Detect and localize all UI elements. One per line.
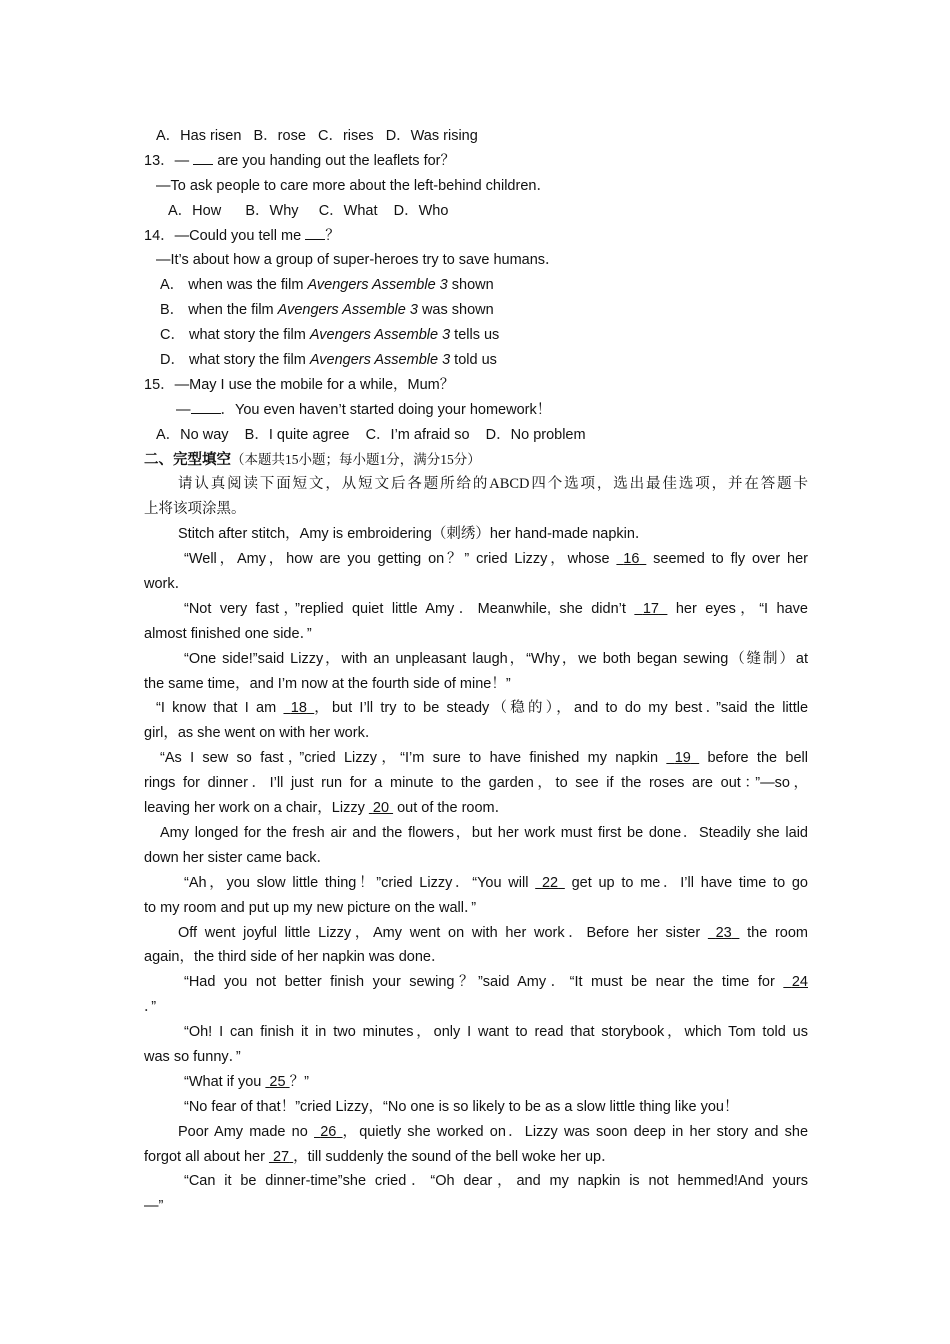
passage-p14-line2 [144,1145,808,1170]
passage-p7-line1: Amy longed for the fresh air and the flowers，but her work must first be done．Steadily she laid [160,824,808,841]
blank-17 [634,601,667,617]
section-note: （本题共15小题；每小题1分，满分15分） [231,451,481,467]
passage-p14-text-a: Poor Amy made no [178,1123,314,1140]
q14-option-d-title: Avengers Assemble 3 [309,352,451,369]
blank-22-number: 22 [541,874,559,891]
section-heading [144,448,808,473]
blank-24 [783,974,808,990]
passage-p8-text-b: get up to me．I’ll have time to go [564,874,809,891]
q14-option-d-post: told us [450,352,497,369]
passage-p5-line2: girl，as she went on with her work． [144,725,380,742]
passage-p14-text-b: ，quietly she worked on．Lizzy was soon deep in her story and she [342,1123,809,1140]
blank-18-number: 18 [290,700,307,717]
passage-p6-text-b: before the bell [699,750,808,767]
passage-p9-text-b: the room [739,924,809,941]
q15-reply [144,398,808,423]
passage-p9-line1 [144,921,808,946]
document-page [144,124,808,1219]
blank-25 [265,1074,289,1090]
q13-stem-text: are you handing out the leaflets for？ [217,152,455,169]
q14-option-d-label: D． [160,352,185,369]
passage-p4-line2: the same time，and I’m now at the fourth side of mine！” [144,675,511,692]
blank-27-number: 27 [272,1148,290,1165]
blank-16-number: 16 [623,551,640,568]
blank-16 [616,551,646,567]
blank-17-number: 17 [642,600,659,617]
q14-stem [144,224,808,249]
passage-p6-line2: rings for dinner．I’ll just run for a minute to the garden，to see if the roses are out：”—so， [144,775,808,792]
q15-option-d: D．No problem [485,426,586,443]
passage-p8-line1 [144,871,808,896]
q15-reply-dash: — [176,401,191,418]
blank-24-number: 24 [791,974,808,991]
passage-p5-line1 [144,696,808,721]
blank-23-number: 23 [715,924,732,941]
passage-p14-text-c: forgot all about her [144,1148,269,1165]
q14-stem-end: ？ [325,227,340,244]
q14-option-b-title: Avengers Assemble 3 [277,302,418,319]
passage-p10-line1 [144,970,808,995]
q15-number: 15． [144,376,175,393]
q13-number: 13． [144,152,175,169]
passage-p10-line2: ．” [144,999,157,1016]
passage-p11-line2: was so funny．” [144,1048,241,1065]
passage-p8-text-a: “Ah，you slow little thing！”cried Lizzy．“You will [184,874,536,891]
passage-p11-line1: “Oh! I can finish it in two minutes，only I want to read that storybook，which Tom told us [184,1024,808,1041]
q14-option-d-pre: what story the film [189,352,310,369]
q13-option-d: D．Who [393,202,449,219]
blank-18 [283,700,314,716]
passage-p6-text-e: out of the room． [393,800,510,817]
q14-answer: —It’s about how a group of super-heroes try to save humans． [156,252,560,269]
q14-option-b-label: B． [160,302,185,319]
passage-p3-text-a: “Not very fast，”replied quiet little Amy．Meanwhile, she didn’t [184,600,635,617]
q14-option-a [144,273,808,298]
passage-p3-line1 [144,597,808,622]
q15-option-a: A．No way [156,426,229,443]
passage-p2-line2: work． [144,576,190,593]
q15-stem [144,373,808,398]
q14-option-a-pre: when was the film [188,277,308,294]
passage-p7-line2: down her sister came back． [144,849,331,866]
q13-option-a: A．How [168,202,222,219]
q12-option-c: C．rises [318,128,374,144]
passage-p9-text-a: Off went joyful little Lizzy，Amy went on with her work．Before her sister [178,924,708,941]
passage-p6-text-d: leaving her work on a chair，Lizzy [144,800,369,817]
passage-p2-text-b: seemed to fly over her [646,551,808,568]
passage-p15-line1: “Can it be dinner-time”she cried．“Oh dear，and my napkin is not hemmed!And yours [184,1173,808,1190]
passage-p9-line2: again，the third side of her napkin was done． [144,949,446,966]
q13-option-c: C．What [318,202,378,219]
blank-22 [535,875,565,891]
q13-blank [193,150,213,165]
passage-p10-text-a: “Had you not better finish your sewing？”said Amy．“It must be near the time for [184,974,784,991]
q13-stem-dash: — [174,152,190,169]
passage-p12-text-a: “What if you [184,1073,266,1090]
blank-19-number: 19 [674,750,691,767]
q12-option-a: A．Has risen [156,128,242,144]
passage-p6-line3 [144,796,808,821]
q14-option-b-pre: when the film [188,302,278,319]
q15-option-b: B．I quite agree [244,426,350,443]
passage-p14-text-d: ，till suddenly the sound of the bell woke her up． [293,1148,616,1165]
q15-blank [191,399,221,414]
passage-p6-text-a: “As I sew so fast，”cried Lizzy，“I’m sure to have finished my napkin [160,750,667,767]
q12-option-b: B．rose [253,128,306,144]
blank-20-number: 20 [372,800,390,817]
q14-option-c-post: tells us [450,327,500,344]
passage-p3-text-b: her eyes，“I have [667,600,808,617]
passage-p2-line1 [144,547,808,572]
q12-options [144,124,808,149]
q14-blank [305,225,325,240]
q14-option-c [144,323,808,348]
q14-stem-text: —Could you tell me [174,227,302,244]
q15-reply-text: ．You even haven’t started doing your homework！ [220,401,552,418]
q13-answer: —To ask people to care more about the left-behind children． [156,177,551,194]
q14-option-a-label: A． [160,277,185,294]
blank-26-number: 26 [320,1123,337,1140]
q14-option-c-pre: what story the film [189,327,310,344]
passage-p2-text-a: “Well，Amy，how are you getting on？” cried Lizzy，whose [184,551,617,568]
blank-27 [269,1149,293,1165]
q15-option-c: C．I’m afraid so [365,426,470,443]
passage-p14-line1 [144,1120,808,1145]
section-instruction-1: 请认真阅读下面短文，从短文后各题所给的ABCD四个选项，选出最佳选项，并在答题卡 [178,476,808,493]
q14-option-c-label: C． [160,327,185,344]
blank-19 [666,750,699,766]
passage-p5-text-a: “I know that I am [156,700,284,717]
q15-stem-text: —May I use the mobile for a while，Mum？ [174,376,455,393]
blank-20 [369,800,393,816]
passage-p3-line2: almost finished one side．” [144,625,312,642]
passage-p4-line1: “One side!”said Lizzy，with an unpleasant laugh，“Why，we both began sewing（缝制）at [184,650,808,667]
q13-option-b: B．Why [245,202,299,219]
section-instruction-2: 上将该项涂黑。 [144,501,246,518]
q14-number: 14． [144,227,175,244]
passage-p6-line1 [144,746,808,771]
blank-25-number: 25 [269,1073,286,1090]
q14-option-a-title: Avengers Assemble 3 [307,277,448,294]
passage-p15-line2: —” [144,1198,164,1215]
q14-option-b [144,298,808,323]
passage-p5-text-b: ，but I’ll try to be steady（稳的），and to do my best．”said the little [314,700,809,717]
q13-options [144,199,808,224]
passage-p12 [144,1070,808,1095]
q14-option-c-title: Avengers Assemble 3 [309,327,451,344]
q14-option-a-post: shown [447,277,494,294]
q13-stem [144,149,808,174]
passage-p1: Stitch after stitch，Amy is embroidering（刺绣）her hand-made napkin． [178,526,650,543]
passage-p13: “No fear of that！”cried Lizzy，“No one is so likely to be as a slow little thing like you！ [184,1098,739,1115]
q14-option-b-post: was shown [417,302,494,319]
blank-23 [708,925,740,941]
passage-p12-text-b: ？” [289,1073,309,1090]
q12-option-d: D．Was rising [385,128,478,144]
q15-options [144,423,808,448]
section-title: 二、完型填空 [144,451,231,468]
passage-p8-line2: to my room and put up my new picture on the wall．” [144,899,477,916]
blank-26 [314,1124,343,1140]
q14-option-d [144,348,808,373]
